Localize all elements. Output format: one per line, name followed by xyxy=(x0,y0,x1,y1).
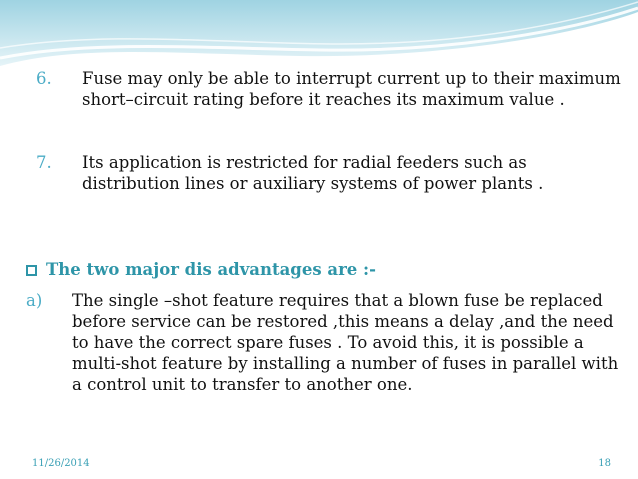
page-number: 18 xyxy=(598,458,611,469)
item-label: a) xyxy=(26,291,43,310)
footer-date: 11/26/2014 xyxy=(32,458,90,469)
list-item xyxy=(36,68,626,110)
section-heading xyxy=(26,259,376,280)
item-text: Its application is restricted for radial feeders such as distribution lines or auxiliary systems of power plants . xyxy=(82,153,544,193)
item-text: The single –shot feature requires that a blown fuse be replaced before service can be restored ,this means a delay ,and the need to have the correct spare fuses . To avoid this, it is possible a multi-shot feature by installing a number of fuses in parallel with a control unit to transfer to another one. xyxy=(72,291,619,394)
square-bullet-icon xyxy=(26,265,37,276)
item-number: 6. xyxy=(36,69,52,88)
list-item xyxy=(36,152,626,194)
heading-text: The two major dis advantages are :- xyxy=(46,260,376,279)
list-item xyxy=(26,290,626,395)
item-number: 7. xyxy=(36,153,52,172)
item-text: Fuse may only be able to interrupt current up to their maximum short–circuit rating before it reaches its maximum value . xyxy=(82,69,621,109)
